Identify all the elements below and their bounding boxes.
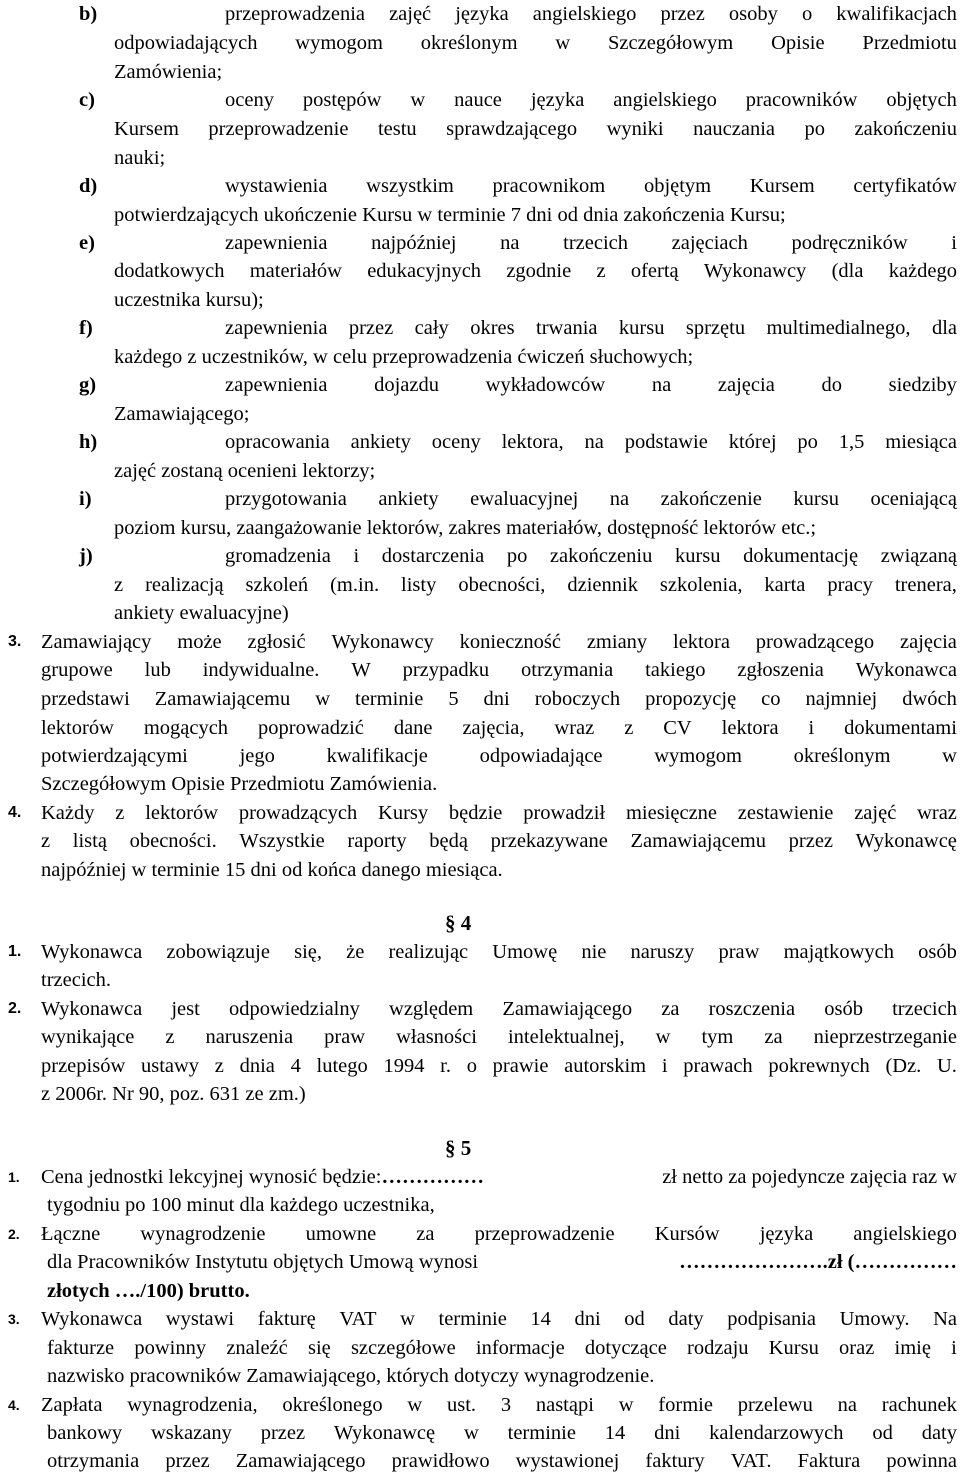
point-line: najpóźniej w terminie 15 dni od końca danego miesiąca. — [41, 859, 503, 881]
item-line: przygotowania ankiety ewaluacyjnej na zakończenie kursu oceniającą — [225, 488, 957, 510]
point-line: z 2006r. Nr 90, poz. 631 ze zm.) — [41, 1083, 306, 1105]
point-line: Wykonawca zobowiązuje się, że realizując Umowę nie naruszy praw majątkowych osób — [41, 941, 957, 963]
item-line: wystawienia wszystkim pracownikom objętym Kursem certyfikatów — [225, 175, 957, 197]
item-label: c) — [79, 89, 95, 111]
point-line: lektorów mogących poprowadzić dane zajęcia, wraz z CV lektora i dokumentami — [41, 717, 957, 739]
point-line: grupowe lub indywidualne. W przypadku otrzymania takiego zgłoszenia Wykonawca — [41, 659, 957, 681]
item-line: Zamówienia; — [114, 61, 223, 83]
item-line: uczestnika kursu); — [114, 289, 264, 311]
point-line: złotych …./100) brutto. — [47, 1280, 250, 1302]
amount-blank: ………………….zł (…………… — [679, 1251, 957, 1273]
point-line: dla Pracowników Instytutu objętych Umową wynosi ………………….zł (…………… — [47, 1251, 957, 1273]
item-label: g) — [79, 374, 97, 396]
item-line: Kursem przeprowadzenie testu sprawdzającego wyniki nauczania po zakończeniu — [114, 118, 957, 140]
price-blank: …………… — [381, 1166, 484, 1188]
point-line: Zapłata wynagrodzenia, określonego w ust. 3 nastąpi w formie przelewu na rachunek — [41, 1394, 957, 1416]
point-line: Każdy z lektorów prowadzących Kursy będzie prowadził miesięczne zestawienie zajęć wraz — [41, 802, 957, 824]
point-line: Wykonawca jest odpowiedzialny względem Zamawiającego za roszczenia osób trzecich — [41, 998, 957, 1020]
point-label: 1. — [8, 1169, 20, 1185]
item-line: dodatkowych materiałów edukacyjnych zgodnie z ofertą Wykonawcy (dla każdego — [114, 260, 957, 282]
point-label: 4. — [8, 1397, 20, 1413]
item-line: nauki; — [114, 147, 166, 169]
item-line: z realizacją szkoleń (m.in. listy obecności, dziennik szkolenia, karta pracy trenera, — [114, 574, 957, 596]
point-label: 2. — [8, 1000, 22, 1017]
point-line: z listą obecności. Wszystkie raporty będą przekazywane Zamawiającemu przez Wykonawcę — [41, 830, 957, 852]
item-line: każdego z uczestników, w celu przeprowadzenia ćwiczeń słuchowych; — [114, 346, 694, 368]
item-label: h) — [79, 431, 98, 453]
item-line: zapewnienia dojazdu wykładowców na zajęcia do siedziby — [225, 374, 957, 396]
point-line: bankowy wskazany przez Wykonawcę w terminie 14 dni kalendarzowych od daty — [47, 1422, 957, 1444]
point-label: 3. — [8, 633, 22, 650]
item-line: ankiety ewaluacyjne) — [114, 602, 289, 624]
item-label: b) — [79, 3, 98, 25]
item-line: potwierdzających ukończenie Kursu w terminie 7 dni od dnia zakończenia Kursu; — [114, 204, 786, 226]
section-heading: § 5 — [445, 1136, 472, 1160]
point-line: otrzymania przez Zamawiającego prawidłowo wystawionej faktury VAT. Faktura powinna — [47, 1450, 957, 1472]
section-heading: § 4 — [445, 911, 472, 935]
point-label: 1. — [8, 943, 22, 960]
point-label: 2. — [8, 1226, 20, 1242]
item-label: j) — [79, 545, 93, 567]
item-line: poziom kursu, zaangażowanie lektorów, zakres materiałów, dostępność lektorów etc.; — [114, 517, 817, 539]
point-line: wynikające z naruszenia praw własności intelektualnej, w tym za nieprzestrzeganie — [41, 1026, 957, 1048]
item-label: i) — [79, 488, 92, 510]
item-line: zajęć zostaną ocenieni lektorzy; — [114, 460, 376, 482]
point-line: Zamawiający może zgłosić Wykonawcy konieczność zmiany lektora prowadzącego zajęcia — [41, 631, 957, 653]
point-label: 4. — [8, 804, 22, 821]
item-line: gromadzenia i dostarczenia po zakończeniu kursu dokumentację związaną — [225, 545, 957, 567]
point-line: potwierdzającymi jego kwalifikacje odpowiadające wymogom określonym w — [41, 745, 957, 767]
point-line: trzecich. — [41, 969, 111, 991]
item-line: przeprowadzenia zajęć języka angielskiego przez osoby o kwalifikacjach — [225, 3, 957, 25]
point-line: Szczegółowym Opisie Przedmiotu Zamówienia. — [41, 773, 438, 795]
item-line: Zamawiającego; — [114, 403, 250, 425]
point-line: tygodniu po 100 minut dla każdego uczestnika, — [47, 1194, 435, 1216]
point-line: Łączne wynagrodzenie umowne za przeprowadzenie Kursów języka angielskiego — [41, 1223, 957, 1245]
item-line: zapewnienia przez cały okres trwania kursu sprzętu multimedialnego, dla — [225, 317, 957, 339]
point-label: 3. — [8, 1311, 20, 1327]
point-line: nazwisko pracowników Zamawiającego, których dotyczy wynagrodzenie. — [47, 1365, 655, 1387]
point-line: przepisów ustawy z dnia 4 lutego 1994 r. o prawie autorskim i prawach pokrewnych (Dz. U. — [41, 1055, 957, 1077]
point-line: Wykonawca wystawi fakturę VAT w terminie 14 dni od daty podpisania Umowy. Na — [41, 1308, 957, 1330]
point-line: przedstawi Zamawiającemu w terminie 5 dni roboczych propozycję co najmniej dwóch — [41, 688, 957, 710]
item-label: f) — [79, 317, 93, 339]
item-label: e) — [79, 232, 95, 254]
item-line: zapewnienia najpóźniej na trzecich zajęciach podręczników i — [225, 232, 957, 254]
item-label: d) — [79, 175, 98, 197]
point-line: Cena jednostki lekcyjnej wynosić będzie:…………… zł netto za pojedyncze zajęcia raz w — [41, 1166, 957, 1188]
point-line: fakturze powinny znaleźć się szczegółowe informacje dotyczące rodzaju Kursu oraz imię i — [47, 1337, 957, 1359]
item-line: odpowiadających wymogom określonym w Szczegółowym Opisie Przedmiotu — [114, 32, 957, 54]
item-line: opracowania ankiety oceny lektora, na podstawie której po 1,5 miesiąca — [225, 431, 957, 453]
item-line: oceny postępów w nauce języka angielskiego pracowników objętych — [225, 89, 957, 111]
